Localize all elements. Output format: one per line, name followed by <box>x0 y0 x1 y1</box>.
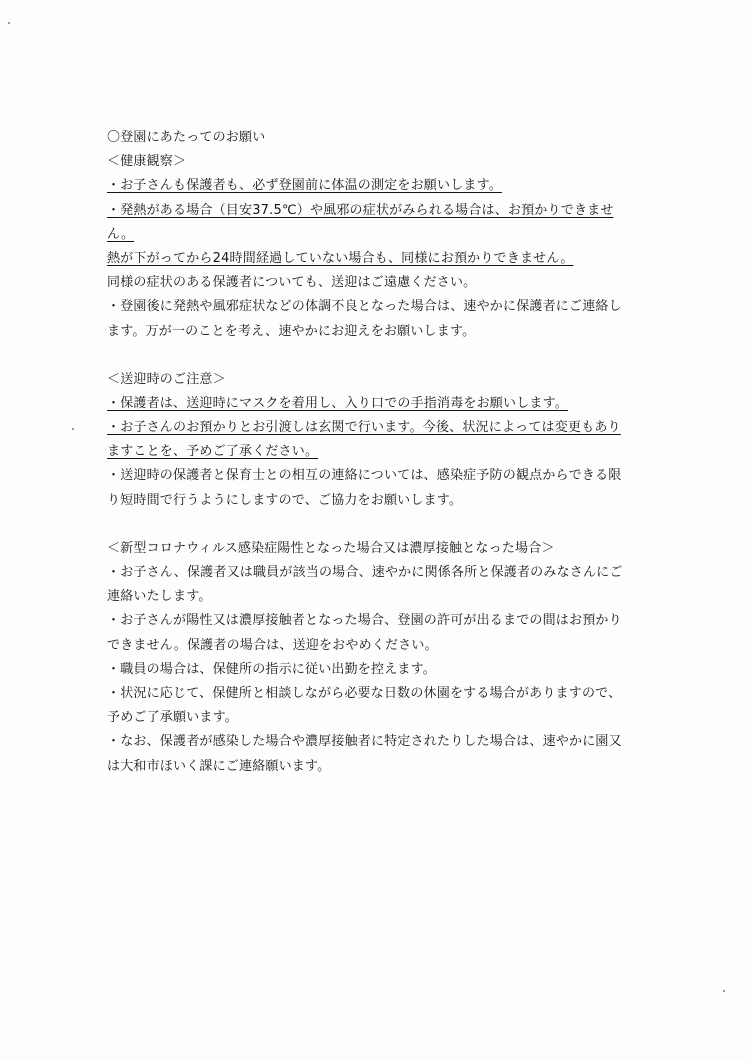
scan-speck <box>72 428 74 430</box>
text-line: ・お子さんも保護者も、必ず登園前に体温の測定をお願いします。 <box>107 178 502 194</box>
blank-line <box>107 513 647 537</box>
section-heading-covid: ＜新型コロナウィルス感染症陽性となった場合又は濃厚接触となった場合＞ <box>107 540 555 556</box>
scan-speck <box>8 22 10 24</box>
section-title: 〇登園にあたってのお願い <box>107 130 266 145</box>
blank-line <box>107 344 647 368</box>
text-line: 同様の症状のある保護者についても、送迎はご遠慮ください。 <box>107 275 477 291</box>
text-line: ・職員の場合は、保健所の指示に従い出勤を控えます。 <box>107 661 436 677</box>
text-line: ・お子さんが陽性又は濃厚接触者となった場合、登園の許可が出るまでの間はお預かり <box>107 613 622 629</box>
text-line: ・送迎時の保護者と保育士との相互の連絡については、感染症予防の観点からできる限 <box>107 468 622 484</box>
scan-speck <box>723 990 725 992</box>
text-line: ・お子さん、保護者又は職員が該当の場合、速やかに関係各所と保護者のみなさんにご <box>107 565 623 580</box>
text-line: ますことを、予めご了承ください。 <box>107 444 319 460</box>
text-line: 熱が下がってから24時間経過していない場合も、同様にお預かりできません。 <box>107 250 574 266</box>
text-line: ・状況に応じて、保健所と相談しながら必要な日数の休園をする場合がありますので、 <box>107 685 622 701</box>
notice-body <box>107 126 647 779</box>
text-line: ・保護者は、送迎時にマスクを着用し、入り口での手指消毒をお願いします。 <box>107 395 568 411</box>
text-line: ます。万が一のことを考え、速やかにお迎えをお願いします。 <box>107 323 476 339</box>
section-heading-health: ＜健康観察＞ <box>107 154 187 170</box>
text-line: り短時間で行うようにしますので、ご協力をお願いします。 <box>107 492 463 508</box>
text-line: ・なお、保護者が感染した場合や濃厚接触者に特定されたりした場合は、速やかに園又 <box>107 734 622 750</box>
section-heading-pickup: ＜送迎時のご注意＞ <box>107 371 226 387</box>
text-line: できません。保護者の場合は、送迎をおやめください。 <box>107 637 438 653</box>
text-line: ん。 <box>107 226 135 242</box>
text-line: は大和市ほいく課にご連絡願います。 <box>107 758 331 774</box>
text-line: ・登園後に発熱や風邪症状などの体調不良となった場合は、速やかに保護者にご連絡し <box>107 299 622 315</box>
text-line: ・発熱がある場合（目安37.5℃）や風邪の症状がみられる場合は、お預かりできませ <box>107 202 614 218</box>
text-line: ・お子さんのお預かりとお引渡しは玄関で行います。今後、状況によっては変更もあり <box>107 420 621 436</box>
text-line: 連絡いたします。 <box>107 589 212 605</box>
text-line: 予めご了承願います。 <box>107 710 238 726</box>
